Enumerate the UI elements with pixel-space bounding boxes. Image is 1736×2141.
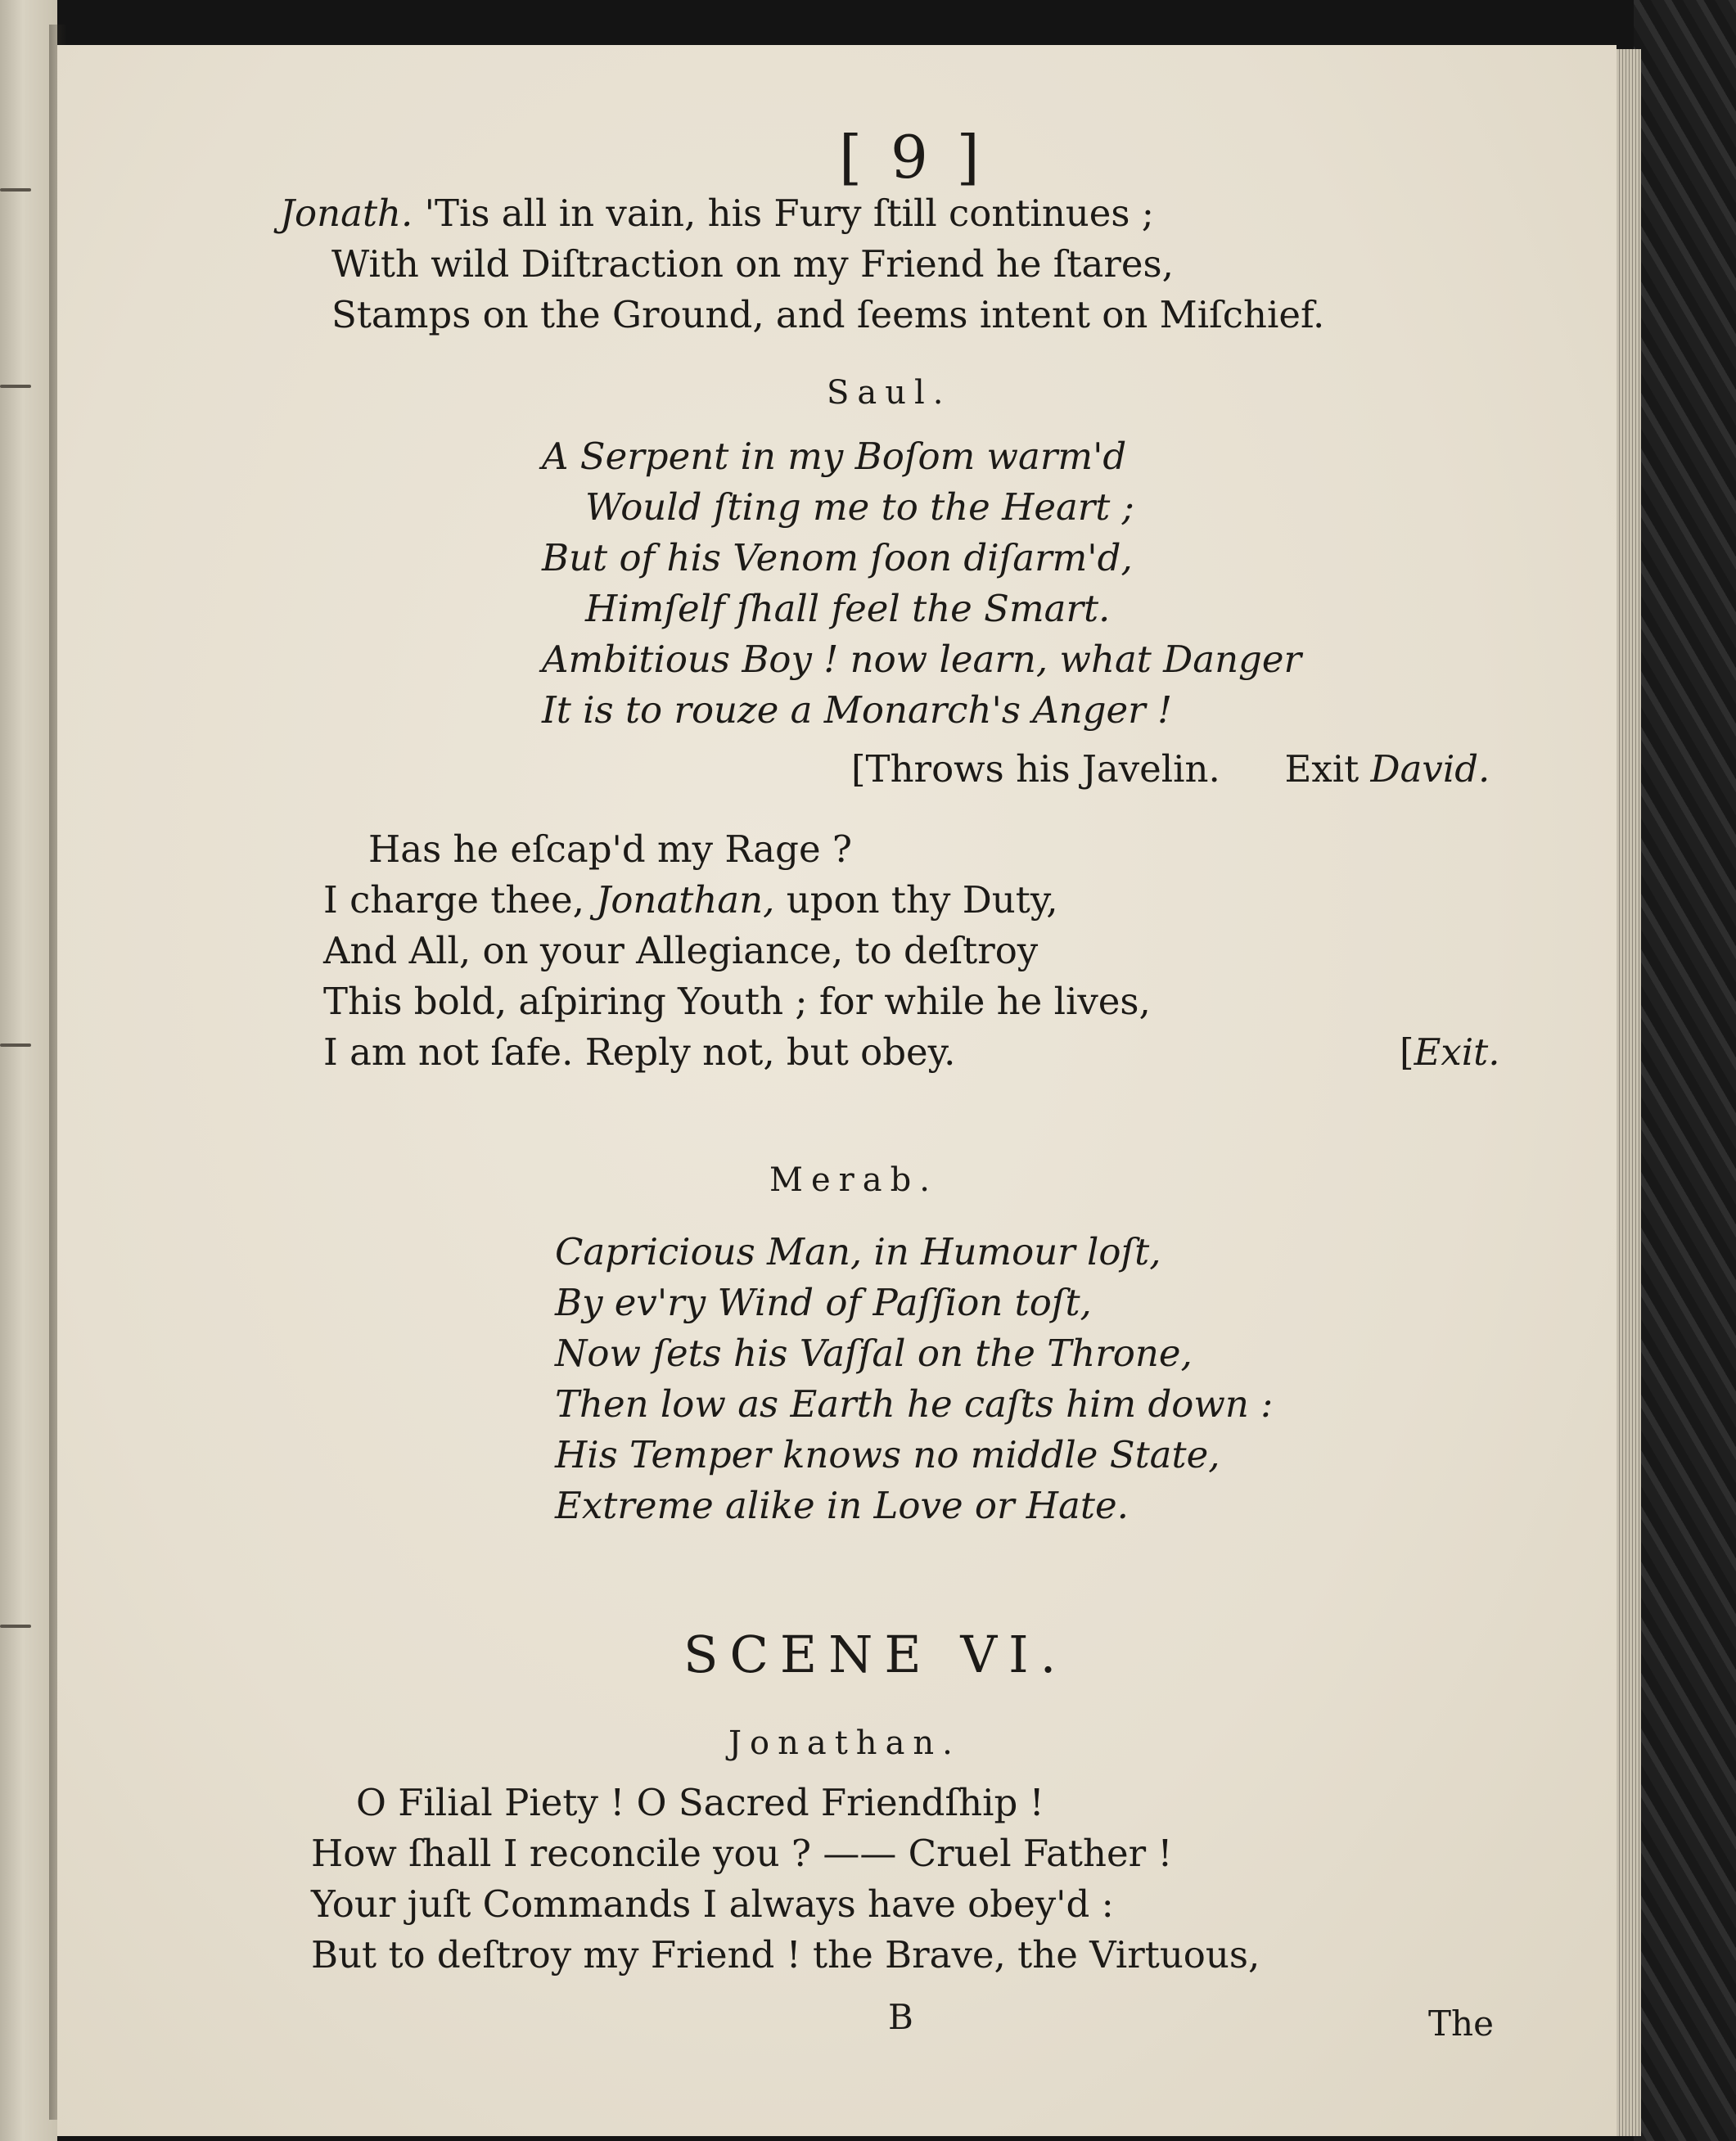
speech-line: How ſhall I reconcile you ? —— Cruel Father ! xyxy=(311,1832,1173,1875)
page-number: [ 9 ] xyxy=(839,123,985,192)
stage-direction-exit: Exit. xyxy=(1414,1030,1500,1074)
speaker-heading: Jonathan. xyxy=(728,1724,961,1762)
signature-mark: B xyxy=(888,1997,913,2037)
verse-line: Would ſting me to the Heart ; xyxy=(585,485,1134,529)
speech-line: This bold, aſpiring Youth ; for while he lives, xyxy=(323,980,1151,1023)
speech-line xyxy=(323,878,1058,922)
stage-direction-text: [Throws his Javelin. xyxy=(851,747,1220,791)
verse-line: A Serpent in my Boſom warm'd xyxy=(542,435,1127,478)
verse-line: By ev'ry Wind of Paſſion toſt, xyxy=(555,1281,1092,1324)
page-edges xyxy=(1617,49,1641,2136)
binding-thread xyxy=(0,188,31,192)
stage-direction xyxy=(851,747,1490,791)
speech-line: And All, on your Allegiance, to deſtroy xyxy=(323,929,1039,972)
speech-line: Stamps on the Ground, and ſeems intent on Miſchief. xyxy=(331,293,1325,336)
stage-direction-bracket: [ xyxy=(1400,1030,1414,1074)
verse-line: Extreme alike in Love or Hate. xyxy=(555,1484,1129,1527)
verse-line: Now ſets his Vaſſal on the Throne, xyxy=(555,1332,1193,1375)
verse-line: His Temper knows no middle State, xyxy=(555,1433,1220,1476)
stage-direction-exit: Exit xyxy=(1284,747,1359,791)
book-cover xyxy=(1634,0,1736,2141)
stage-direction-name: David. xyxy=(1370,747,1490,791)
speech-line xyxy=(280,192,1154,235)
speech-text: I charge thee, xyxy=(323,878,584,922)
verse-line: But of his Venom ſoon diſarm'd, xyxy=(542,536,1133,579)
speech-name: Jonathan, xyxy=(596,878,775,922)
binding-thread xyxy=(0,1043,31,1047)
speech-line: O Filial Piety ! O Sacred Friendſhip ! xyxy=(356,1781,1044,1824)
speech-line: I am not ſafe. Reply not, but obey. xyxy=(323,1030,956,1074)
verse-line: It is to rouze a Monarch's Anger ! xyxy=(542,688,1173,732)
verse-line: Then low as Earth he caſts him down : xyxy=(555,1382,1274,1426)
speaker-name: Jonath. xyxy=(280,192,413,235)
book-page xyxy=(57,45,1617,2136)
speech-line: With wild Diſtraction on my Friend he ſtares, xyxy=(331,242,1174,286)
catchword: The xyxy=(1428,2004,1494,2044)
verse-line: Capricious Man, in Humour loſt, xyxy=(555,1230,1161,1273)
speech-line: Your juſt Commands I always have obey'd : xyxy=(311,1882,1114,1926)
speaker-heading: Merab. xyxy=(769,1161,938,1199)
stage-direction xyxy=(1400,1030,1500,1074)
speech-text: upon thy Duty, xyxy=(786,878,1058,922)
binding-thread xyxy=(0,1625,31,1628)
speech-text: 'Tis all in vain, his Fury ſtill continues ; xyxy=(424,192,1154,235)
speaker-heading: Saul. xyxy=(827,374,952,412)
binding-thread xyxy=(0,385,31,388)
speech-line: But to deſtroy my Friend ! the Brave, the Virtuous, xyxy=(311,1933,1260,1976)
speech-line: Has he eſcap'd my Rage ? xyxy=(368,827,852,871)
scene-title: SCENE VI. xyxy=(683,1625,1068,1684)
verse-line: Himſelf ſhall feel the Smart. xyxy=(585,587,1111,630)
verse-line: Ambitious Boy ! now learn, what Danger xyxy=(542,638,1301,681)
